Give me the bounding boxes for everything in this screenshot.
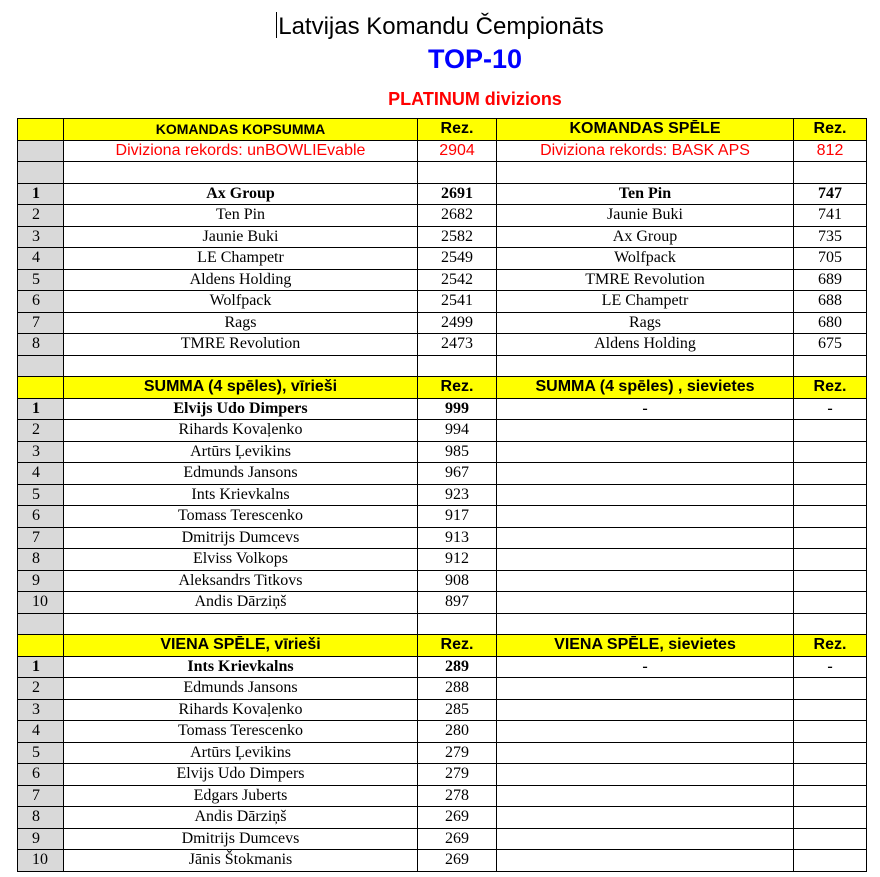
spacer-cell: [18, 162, 64, 184]
left-value-cell: 285: [418, 699, 497, 721]
right-name-cell: -: [497, 398, 794, 420]
header-corner: [18, 377, 64, 399]
left-value-cell: 280: [418, 721, 497, 743]
rank-cell: 6: [18, 764, 64, 786]
right-value-cell: [794, 742, 867, 764]
left-name-cell: Aleksandrs Titkovs: [64, 570, 418, 592]
left-name-cell: Andis Dārziņš: [64, 807, 418, 829]
right-value-cell: 735: [794, 226, 867, 248]
left-name-cell: Artūrs Ļevikins: [64, 742, 418, 764]
header-left-title: VIENA SPĒLE, vīrieši: [64, 635, 418, 657]
table-row: [18, 334, 867, 356]
right-value-cell: 680: [794, 312, 867, 334]
left-record-value: 2904: [418, 140, 497, 162]
right-name-cell: -: [497, 656, 794, 678]
left-value-cell: 908: [418, 570, 497, 592]
left-name-cell: Ints Krievkalns: [64, 656, 418, 678]
rank-cell: 9: [18, 828, 64, 850]
teams-left-result-label: Rez.: [418, 119, 497, 141]
rank-cell: 3: [18, 699, 64, 721]
left-name-cell: Edmunds Jansons: [64, 463, 418, 485]
right-value-cell: [794, 463, 867, 485]
table-row: [18, 312, 867, 334]
left-name-cell: Ten Pin: [64, 205, 418, 227]
table-row: [18, 183, 867, 205]
right-name-cell: [497, 785, 794, 807]
left-value-cell: 289: [418, 656, 497, 678]
right-name-cell: [497, 721, 794, 743]
right-value-cell: [794, 785, 867, 807]
spacer-cell: [64, 162, 418, 184]
results-table: [17, 118, 867, 872]
right-name-cell: [497, 463, 794, 485]
left-value-cell: 269: [418, 850, 497, 872]
record-row: [18, 140, 867, 162]
left-value-cell: 2473: [418, 334, 497, 356]
header-right-result-label: Rez.: [794, 635, 867, 657]
left-value-cell: 2691: [418, 183, 497, 205]
right-value-cell: -: [794, 398, 867, 420]
table-row: [18, 549, 867, 571]
spacer-cell: [418, 355, 497, 377]
left-name-cell: Jaunie Buki: [64, 226, 418, 248]
left-value-cell: 288: [418, 678, 497, 700]
right-name-cell: [497, 764, 794, 786]
left-name-cell: Edgars Juberts: [64, 785, 418, 807]
teams-left-title: KOMANDAS KOPSUMMA: [64, 119, 418, 141]
spacer-row: [18, 355, 867, 377]
rank-cell: 5: [18, 269, 64, 291]
page-title: [0, 12, 880, 41]
table-row: [18, 248, 867, 270]
table-row: [18, 807, 867, 829]
right-name-cell: [497, 420, 794, 442]
left-record: Diviziona rekords: unBOWLIEvable: [64, 140, 418, 162]
right-value-cell: 747: [794, 183, 867, 205]
rank-cell: 2: [18, 205, 64, 227]
right-value-cell: 689: [794, 269, 867, 291]
left-name-cell: Wolfpack: [64, 291, 418, 313]
spacer-cell: [794, 162, 867, 184]
table-row: [18, 291, 867, 313]
table-row: [18, 205, 867, 227]
division-title: PLATINUM divizions: [388, 89, 562, 109]
spacer-cell: [794, 355, 867, 377]
right-value-cell: 741: [794, 205, 867, 227]
page-subtitle: TOP-10: [427, 44, 523, 74]
table-row: [18, 742, 867, 764]
left-value-cell: 917: [418, 506, 497, 528]
right-value-cell: [794, 764, 867, 786]
spacer-cell: [418, 613, 497, 635]
right-name-cell: Aldens Holding: [497, 334, 794, 356]
right-name-cell: [497, 742, 794, 764]
rank-cell: 7: [18, 785, 64, 807]
results-table-body: [18, 119, 867, 872]
left-value-cell: 269: [418, 807, 497, 829]
right-name-cell: Rags: [497, 312, 794, 334]
rank-cell: 6: [18, 506, 64, 528]
left-name-cell: Rihards Kovaļenko: [64, 699, 418, 721]
left-name-cell: Andis Dārziņš: [64, 592, 418, 614]
left-name-cell: Rihards Kovaļenko: [64, 420, 418, 442]
spacer-cell: [418, 162, 497, 184]
sum4-header-row: [18, 377, 867, 399]
table-row: [18, 506, 867, 528]
left-value-cell: 923: [418, 484, 497, 506]
rank-cell: 8: [18, 334, 64, 356]
right-name-cell: [497, 527, 794, 549]
left-name-cell: Elvijs Udo Dimpers: [64, 764, 418, 786]
right-name-cell: [497, 549, 794, 571]
table-row: [18, 699, 867, 721]
rank-cell: 4: [18, 721, 64, 743]
table-row: [18, 226, 867, 248]
right-name-cell: [497, 699, 794, 721]
right-name-cell: [497, 807, 794, 829]
right-name-cell: Wolfpack: [497, 248, 794, 270]
table-row: [18, 420, 867, 442]
left-value-cell: 2582: [418, 226, 497, 248]
header-left-result-label: Rez.: [418, 635, 497, 657]
left-name-cell: Edmunds Jansons: [64, 678, 418, 700]
spacer-cell: [64, 613, 418, 635]
rank-cell: 4: [18, 248, 64, 270]
right-name-cell: [497, 506, 794, 528]
spacer-cell: [18, 355, 64, 377]
right-value-cell: [794, 484, 867, 506]
right-value-cell: [794, 441, 867, 463]
table-row: [18, 785, 867, 807]
table-row: [18, 828, 867, 850]
right-name-cell: [497, 850, 794, 872]
table-row: [18, 527, 867, 549]
header-right-title: SUMMA (4 spēles) , sievietes: [497, 377, 794, 399]
left-name-cell: Elvijs Udo Dimpers: [64, 398, 418, 420]
left-name-cell: Elviss Volkops: [64, 549, 418, 571]
spacer-row: [18, 613, 867, 635]
page-title-text: Latvijas Komandu Čempionāts: [278, 13, 604, 40]
rank-cell: 7: [18, 527, 64, 549]
right-value-cell: 688: [794, 291, 867, 313]
rank-cell: 1: [18, 398, 64, 420]
header-corner: [18, 635, 64, 657]
teams-right-title: KOMANDAS SPĒLE: [497, 119, 794, 141]
rank-cell: 8: [18, 807, 64, 829]
spacer-cell: [18, 613, 64, 635]
rank-cell: 4: [18, 463, 64, 485]
right-value-cell: [794, 699, 867, 721]
left-value-cell: 2541: [418, 291, 497, 313]
left-name-cell: TMRE Revolution: [64, 334, 418, 356]
spacer-cell: [497, 355, 794, 377]
table-row: [18, 678, 867, 700]
left-value-cell: 985: [418, 441, 497, 463]
rank-cell: 10: [18, 850, 64, 872]
table-row: [18, 463, 867, 485]
left-value-cell: 279: [418, 764, 497, 786]
record-corner: [18, 140, 64, 162]
right-name-cell: [497, 441, 794, 463]
right-value-cell: [794, 678, 867, 700]
header-right-title: VIENA SPĒLE, sievietes: [497, 635, 794, 657]
left-value-cell: 279: [418, 742, 497, 764]
right-name-cell: Ten Pin: [497, 183, 794, 205]
rank-cell: 3: [18, 441, 64, 463]
right-name-cell: [497, 828, 794, 850]
left-name-cell: Artūrs Ļevikins: [64, 441, 418, 463]
right-value-cell: [794, 527, 867, 549]
left-value-cell: 2499: [418, 312, 497, 334]
teams-header-corner: [18, 119, 64, 141]
rank-cell: 8: [18, 549, 64, 571]
left-name-cell: Rags: [64, 312, 418, 334]
right-record: Diviziona rekords: BASK APS: [497, 140, 794, 162]
header-right-result-label: Rez.: [794, 377, 867, 399]
left-value-cell: 912: [418, 549, 497, 571]
table-row: [18, 850, 867, 872]
single-header-row: [18, 635, 867, 657]
left-value-cell: 2549: [418, 248, 497, 270]
table-row: [18, 269, 867, 291]
table-row: [18, 592, 867, 614]
right-name-cell: Ax Group: [497, 226, 794, 248]
rank-cell: 2: [18, 420, 64, 442]
table-row: [18, 398, 867, 420]
rank-cell: 3: [18, 226, 64, 248]
right-value-cell: [794, 570, 867, 592]
right-value-cell: [794, 549, 867, 571]
rank-cell: 1: [18, 183, 64, 205]
right-name-cell: LE Champetr: [497, 291, 794, 313]
left-name-cell: Jānis Štokmanis: [64, 850, 418, 872]
right-name-cell: [497, 484, 794, 506]
left-name-cell: Dmitrijs Dumcevs: [64, 527, 418, 549]
left-name-cell: Tomass Terescenko: [64, 721, 418, 743]
right-name-cell: TMRE Revolution: [497, 269, 794, 291]
right-value-cell: [794, 592, 867, 614]
table-row: [18, 441, 867, 463]
rank-cell: 1: [18, 656, 64, 678]
left-value-cell: 269: [418, 828, 497, 850]
left-value-cell: 999: [418, 398, 497, 420]
rank-cell: 9: [18, 570, 64, 592]
spacer-cell: [497, 162, 794, 184]
left-name-cell: LE Champetr: [64, 248, 418, 270]
rank-cell: 10: [18, 592, 64, 614]
left-name-cell: Tomass Terescenko: [64, 506, 418, 528]
right-name-cell: [497, 570, 794, 592]
right-name-cell: Jaunie Buki: [497, 205, 794, 227]
spacer-cell: [64, 355, 418, 377]
left-value-cell: 278: [418, 785, 497, 807]
rank-cell: 7: [18, 312, 64, 334]
right-name-cell: [497, 678, 794, 700]
rank-cell: 2: [18, 678, 64, 700]
rank-cell: 5: [18, 484, 64, 506]
left-value-cell: 2682: [418, 205, 497, 227]
left-value-cell: 2542: [418, 269, 497, 291]
left-name-cell: Aldens Holding: [64, 269, 418, 291]
teams-header-row: [18, 119, 867, 141]
left-name-cell: Ints Krievkalns: [64, 484, 418, 506]
teams-right-result-label: Rez.: [794, 119, 867, 141]
right-value-cell: -: [794, 656, 867, 678]
right-value-cell: [794, 420, 867, 442]
spacer-row: [18, 162, 867, 184]
spacer-cell: [794, 613, 867, 635]
rank-cell: 5: [18, 742, 64, 764]
left-value-cell: 913: [418, 527, 497, 549]
right-value-cell: [794, 721, 867, 743]
right-name-cell: [497, 592, 794, 614]
table-row: [18, 570, 867, 592]
header-left-result-label: Rez.: [418, 377, 497, 399]
left-name-cell: Ax Group: [64, 183, 418, 205]
table-row: [18, 656, 867, 678]
right-value-cell: 675: [794, 334, 867, 356]
rank-cell: 6: [18, 291, 64, 313]
right-value-cell: [794, 828, 867, 850]
left-value-cell: 897: [418, 592, 497, 614]
right-value-cell: [794, 850, 867, 872]
right-record-value: 812: [794, 140, 867, 162]
right-value-cell: 705: [794, 248, 867, 270]
header-left-title: SUMMA (4 spēles), vīrieši: [64, 377, 418, 399]
table-row: [18, 484, 867, 506]
table-row: [18, 721, 867, 743]
left-value-cell: 967: [418, 463, 497, 485]
spacer-cell: [497, 613, 794, 635]
right-value-cell: [794, 807, 867, 829]
table-row: [18, 764, 867, 786]
right-value-cell: [794, 506, 867, 528]
left-name-cell: Dmitrijs Dumcevs: [64, 828, 418, 850]
left-value-cell: 994: [418, 420, 497, 442]
